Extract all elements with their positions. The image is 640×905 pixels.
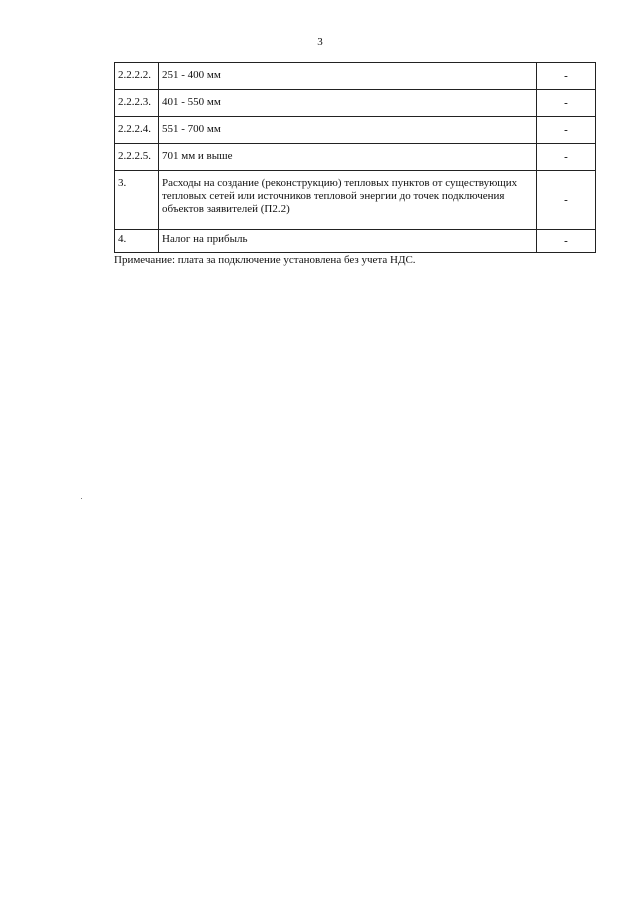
row-number: 4.: [115, 230, 159, 253]
row-description: 251 - 400 мм: [159, 63, 537, 90]
row-value: -: [537, 144, 596, 171]
row-value: -: [537, 230, 596, 253]
row-value: -: [537, 63, 596, 90]
row-value: -: [537, 171, 596, 230]
row-number: 2.2.2.2.: [115, 63, 159, 90]
table-row: [115, 90, 596, 117]
row-description: 401 - 550 мм: [159, 90, 537, 117]
row-description: Расходы на создание (реконструкцию) тепловых пунктов от существующих тепловых сетей или источников тепловой энергии до точек подключения объектов заявителей (П2.2): [159, 171, 537, 230]
page-number: 3: [317, 36, 323, 48]
row-description: 551 - 700 мм: [159, 117, 537, 144]
row-number: 2.2.2.4.: [115, 117, 159, 144]
table-note: Примечание: плата за подключение установлена без учета НДС.: [114, 254, 416, 266]
row-number: 2.2.2.3.: [115, 90, 159, 117]
table-row: [115, 63, 596, 90]
table-row: [115, 230, 596, 253]
table-row: [115, 117, 596, 144]
row-value: -: [537, 90, 596, 117]
row-number: 2.2.2.5.: [115, 144, 159, 171]
fee-table: [114, 62, 596, 253]
scan-speck: [81, 498, 82, 499]
row-description: 701 мм и выше: [159, 144, 537, 171]
row-description: Налог на прибыль: [159, 230, 537, 253]
table-row: [115, 171, 596, 230]
row-number: 3.: [115, 171, 159, 230]
table-row: [115, 144, 596, 171]
row-value: -: [537, 117, 596, 144]
